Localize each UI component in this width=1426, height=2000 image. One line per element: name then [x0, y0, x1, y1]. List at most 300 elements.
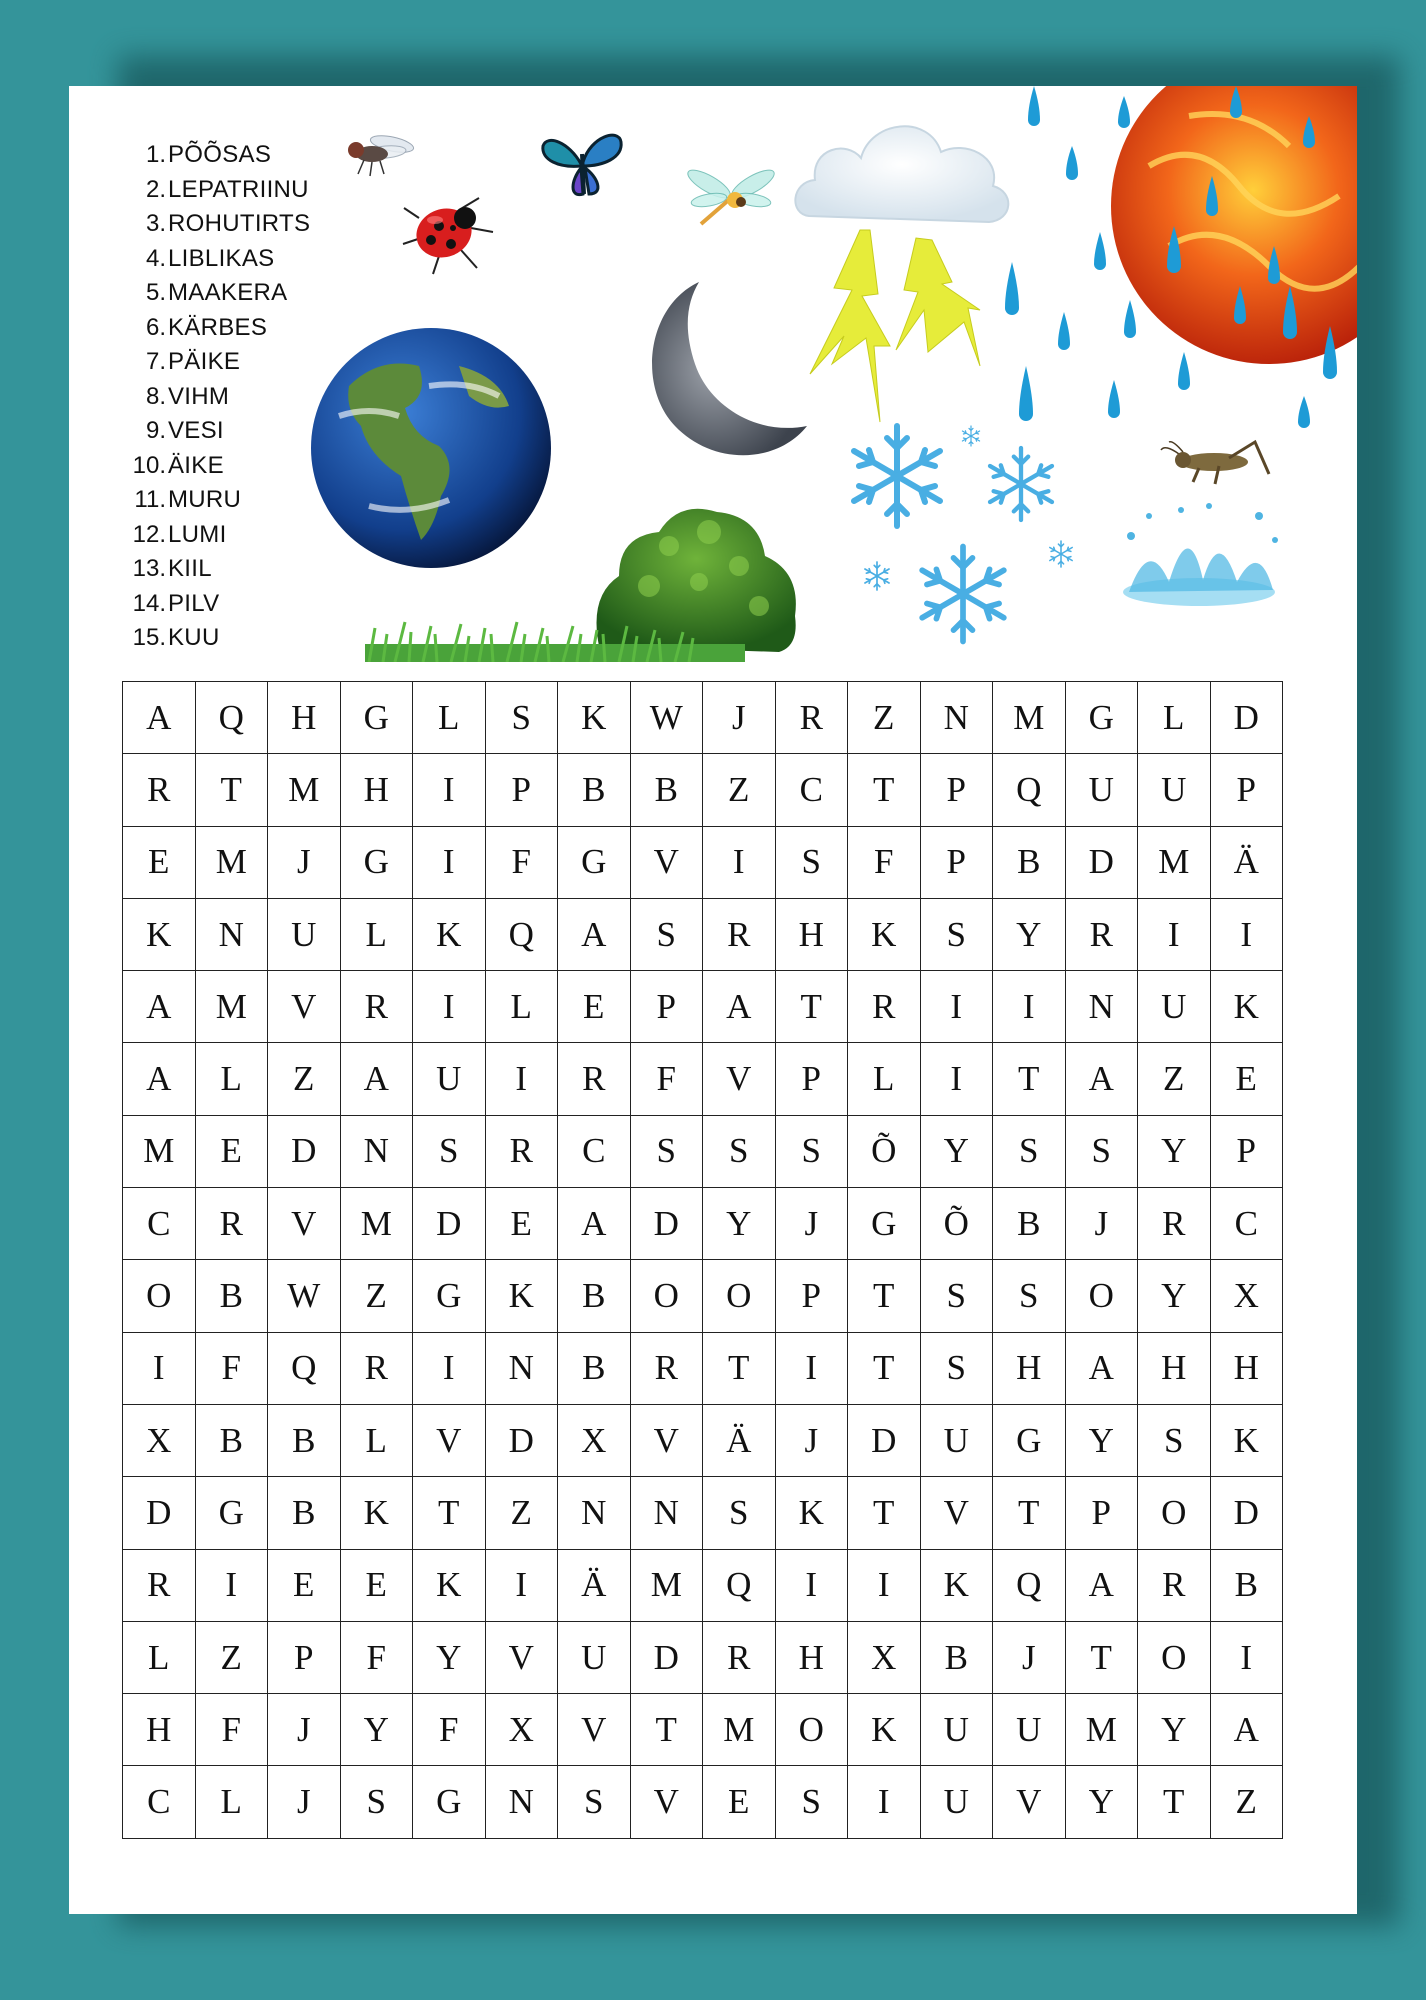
- grid-cell[interactable]: U: [1138, 971, 1211, 1043]
- word-text: KÄRBES: [168, 313, 268, 341]
- grid-cell[interactable]: S: [920, 1332, 993, 1404]
- grid-cell[interactable]: P: [268, 1621, 341, 1693]
- grid-cell[interactable]: S: [485, 682, 558, 754]
- grid-row: [123, 1043, 1283, 1115]
- grid-cell[interactable]: V: [485, 1621, 558, 1693]
- grid-cell[interactable]: D: [848, 1404, 921, 1476]
- grid-cell[interactable]: N: [485, 1332, 558, 1404]
- grid-cell[interactable]: V: [413, 1404, 486, 1476]
- grid-row: [123, 1115, 1283, 1187]
- grid-cell[interactable]: H: [340, 754, 413, 826]
- grid-row: [123, 898, 1283, 970]
- grid-cell[interactable]: J: [268, 1766, 341, 1838]
- grid-cell[interactable]: R: [703, 898, 776, 970]
- grid-cell[interactable]: R: [775, 682, 848, 754]
- grid-cell[interactable]: Z: [848, 682, 921, 754]
- grid-cell[interactable]: P: [775, 1260, 848, 1332]
- grid-cell[interactable]: Q: [195, 682, 268, 754]
- grid-cell[interactable]: S: [920, 898, 993, 970]
- grid-cell[interactable]: G: [340, 682, 413, 754]
- grid-cell[interactable]: Q: [268, 1332, 341, 1404]
- grid-cell[interactable]: U: [558, 1621, 631, 1693]
- grid-cell[interactable]: D: [630, 1621, 703, 1693]
- grid-cell[interactable]: G: [558, 826, 631, 898]
- grid-cell[interactable]: T: [848, 1477, 921, 1549]
- grid-cell[interactable]: V: [630, 1404, 703, 1476]
- grid-cell[interactable]: M: [703, 1694, 776, 1766]
- grid-cell[interactable]: J: [1065, 1188, 1138, 1260]
- grid-cell[interactable]: J: [268, 1694, 341, 1766]
- grid-cell[interactable]: R: [195, 1188, 268, 1260]
- grid-cell[interactable]: R: [123, 754, 196, 826]
- word-list-item: [124, 207, 310, 242]
- grid-cell[interactable]: M: [1065, 1694, 1138, 1766]
- grid-cell[interactable]: X: [558, 1404, 631, 1476]
- grid-cell[interactable]: B: [558, 1260, 631, 1332]
- grid-cell[interactable]: I: [775, 1549, 848, 1621]
- grid-cell[interactable]: I: [485, 1043, 558, 1115]
- grid-cell[interactable]: Y: [1138, 1694, 1211, 1766]
- grid-cell[interactable]: N: [630, 1477, 703, 1549]
- grid-cell[interactable]: U: [1138, 754, 1211, 826]
- grid-cell[interactable]: U: [1065, 754, 1138, 826]
- grid-cell[interactable]: C: [1210, 1188, 1283, 1260]
- grid-cell[interactable]: A: [558, 898, 631, 970]
- grid-cell[interactable]: I: [413, 754, 486, 826]
- word-list-item: [124, 483, 310, 518]
- grid-cell[interactable]: P: [630, 971, 703, 1043]
- grid-cell[interactable]: F: [340, 1621, 413, 1693]
- word-list-item: [124, 242, 310, 277]
- grid-cell[interactable]: D: [485, 1404, 558, 1476]
- grid-cell[interactable]: E: [195, 1115, 268, 1187]
- grid-cell[interactable]: R: [1138, 1188, 1211, 1260]
- grid-cell[interactable]: A: [1065, 1332, 1138, 1404]
- grid-cell[interactable]: N: [340, 1115, 413, 1187]
- grid-cell[interactable]: L: [195, 1043, 268, 1115]
- grid-cell[interactable]: T: [1138, 1766, 1211, 1838]
- grid-cell[interactable]: Õ: [848, 1115, 921, 1187]
- grid-cell[interactable]: L: [340, 1404, 413, 1476]
- grid-cell[interactable]: L: [413, 682, 486, 754]
- grid-cell[interactable]: D: [1210, 1477, 1283, 1549]
- grid-cell[interactable]: Q: [993, 1549, 1066, 1621]
- grid-cell[interactable]: R: [1065, 898, 1138, 970]
- grid-cell[interactable]: R: [123, 1549, 196, 1621]
- grid-cell[interactable]: O: [703, 1260, 776, 1332]
- grid-cell[interactable]: V: [630, 1766, 703, 1838]
- grid-cell[interactable]: Q: [485, 898, 558, 970]
- grid-cell[interactable]: Z: [485, 1477, 558, 1549]
- grid-row: [123, 1766, 1283, 1838]
- moon-icon: [617, 276, 817, 476]
- grid-cell[interactable]: V: [920, 1477, 993, 1549]
- grid-cell[interactable]: R: [848, 971, 921, 1043]
- grid-cell[interactable]: H: [993, 1332, 1066, 1404]
- grid-cell[interactable]: D: [413, 1188, 486, 1260]
- grid-cell[interactable]: N: [558, 1477, 631, 1549]
- grid-cell[interactable]: U: [920, 1694, 993, 1766]
- grid-cell[interactable]: G: [993, 1404, 1066, 1476]
- water-splash-icon: [1109, 496, 1289, 616]
- grid-cell[interactable]: Z: [1210, 1766, 1283, 1838]
- grid-cell[interactable]: H: [123, 1694, 196, 1766]
- grid-cell[interactable]: I: [848, 1549, 921, 1621]
- grid-cell[interactable]: Ä: [703, 1404, 776, 1476]
- grid-cell[interactable]: A: [1065, 1043, 1138, 1115]
- grid-cell[interactable]: O: [123, 1260, 196, 1332]
- grid-cell[interactable]: Y: [1065, 1766, 1138, 1838]
- grid-cell[interactable]: B: [268, 1404, 341, 1476]
- grid-cell[interactable]: P: [1065, 1477, 1138, 1549]
- grid-cell[interactable]: Y: [413, 1621, 486, 1693]
- grid-cell[interactable]: Q: [993, 754, 1066, 826]
- grid-cell[interactable]: Y: [340, 1694, 413, 1766]
- grid-cell[interactable]: M: [993, 682, 1066, 754]
- grid-cell[interactable]: H: [1138, 1332, 1211, 1404]
- grid-cell[interactable]: L: [195, 1766, 268, 1838]
- grid-cell[interactable]: V: [558, 1694, 631, 1766]
- grid-row: [123, 1549, 1283, 1621]
- grid-cell[interactable]: K: [848, 1694, 921, 1766]
- grid-cell[interactable]: G: [413, 1766, 486, 1838]
- grid-cell[interactable]: O: [775, 1694, 848, 1766]
- grid-cell[interactable]: A: [558, 1188, 631, 1260]
- grid-cell[interactable]: A: [1210, 1694, 1283, 1766]
- grid-cell[interactable]: E: [558, 971, 631, 1043]
- word-text: PÕÕSAS: [168, 141, 272, 168]
- grid-cell[interactable]: Õ: [920, 1188, 993, 1260]
- grid-cell[interactable]: T: [848, 1260, 921, 1332]
- grid-cell[interactable]: H: [268, 682, 341, 754]
- grid-cell[interactable]: V: [703, 1043, 776, 1115]
- grid-row: [123, 826, 1283, 898]
- grid-cell[interactable]: I: [775, 1332, 848, 1404]
- grid-cell[interactable]: E: [123, 826, 196, 898]
- grid-cell[interactable]: J: [268, 826, 341, 898]
- grid-cell[interactable]: D: [123, 1477, 196, 1549]
- grid-cell[interactable]: S: [703, 1115, 776, 1187]
- grid-cell[interactable]: M: [195, 826, 268, 898]
- grid-cell[interactable]: E: [485, 1188, 558, 1260]
- grid-cell[interactable]: N: [485, 1766, 558, 1838]
- grid-cell[interactable]: S: [558, 1766, 631, 1838]
- grid-cell[interactable]: Z: [268, 1043, 341, 1115]
- grid-cell[interactable]: T: [775, 971, 848, 1043]
- grid-cell[interactable]: W: [268, 1260, 341, 1332]
- grid-cell[interactable]: B: [195, 1404, 268, 1476]
- grid-cell[interactable]: L: [340, 898, 413, 970]
- grid-cell[interactable]: B: [195, 1260, 268, 1332]
- word-list-item: [124, 311, 310, 346]
- grid-cell[interactable]: N: [1065, 971, 1138, 1043]
- grid-cell[interactable]: U: [268, 898, 341, 970]
- grid-cell[interactable]: C: [123, 1766, 196, 1838]
- grid-cell[interactable]: D: [630, 1188, 703, 1260]
- grid-cell[interactable]: S: [1138, 1404, 1211, 1476]
- grid-cell[interactable]: S: [630, 1115, 703, 1187]
- grid-cell[interactable]: S: [993, 1115, 1066, 1187]
- grid-cell[interactable]: Z: [1138, 1043, 1211, 1115]
- grid-cell[interactable]: V: [993, 1766, 1066, 1838]
- grid-cell[interactable]: S: [413, 1115, 486, 1187]
- grid-cell[interactable]: E: [340, 1549, 413, 1621]
- grid-cell[interactable]: I: [413, 826, 486, 898]
- grid-cell[interactable]: D: [268, 1115, 341, 1187]
- grid-cell[interactable]: B: [993, 1188, 1066, 1260]
- grid-cell[interactable]: A: [703, 971, 776, 1043]
- grid-row: [123, 971, 1283, 1043]
- grid-cell[interactable]: K: [558, 682, 631, 754]
- grid-cell[interactable]: I: [123, 1332, 196, 1404]
- grid-cell[interactable]: P: [1210, 754, 1283, 826]
- grid-cell[interactable]: Y: [1065, 1404, 1138, 1476]
- grid-cell[interactable]: Y: [993, 898, 1066, 970]
- grid-cell[interactable]: T: [848, 754, 921, 826]
- grid-cell[interactable]: B: [630, 754, 703, 826]
- grid-cell[interactable]: I: [848, 1766, 921, 1838]
- grid-cell[interactable]: K: [1210, 1404, 1283, 1476]
- grid-cell[interactable]: O: [1138, 1621, 1211, 1693]
- word-text: MAAKERA: [168, 279, 288, 306]
- grid-cell[interactable]: L: [485, 971, 558, 1043]
- grid-cell[interactable]: S: [703, 1477, 776, 1549]
- grid-cell[interactable]: I: [703, 826, 776, 898]
- grid-cell[interactable]: O: [1065, 1260, 1138, 1332]
- grid-cell[interactable]: T: [630, 1694, 703, 1766]
- grid-cell[interactable]: R: [340, 971, 413, 1043]
- word-number: 13.: [132, 555, 166, 582]
- ladybug-icon: [399, 188, 499, 278]
- grid-cell[interactable]: I: [1138, 898, 1211, 970]
- grid-cell[interactable]: K: [775, 1477, 848, 1549]
- grid-cell[interactable]: I: [993, 971, 1066, 1043]
- grid-cell[interactable]: T: [1065, 1621, 1138, 1693]
- grid-cell[interactable]: G: [848, 1188, 921, 1260]
- grid-cell[interactable]: C: [558, 1115, 631, 1187]
- grid-cell[interactable]: G: [195, 1477, 268, 1549]
- grid-cell[interactable]: T: [993, 1477, 1066, 1549]
- grid-cell[interactable]: S: [775, 1115, 848, 1187]
- grid-cell[interactable]: C: [775, 754, 848, 826]
- grid-cell[interactable]: K: [485, 1260, 558, 1332]
- grid-cell[interactable]: A: [1065, 1549, 1138, 1621]
- grid-cell[interactable]: P: [485, 754, 558, 826]
- grid-cell[interactable]: L: [123, 1621, 196, 1693]
- grid-cell[interactable]: D: [1210, 682, 1283, 754]
- grid-cell[interactable]: G: [340, 826, 413, 898]
- grid-cell[interactable]: B: [268, 1477, 341, 1549]
- grid-cell[interactable]: M: [195, 971, 268, 1043]
- word-text: PÄIKE: [168, 348, 241, 375]
- grid-cell[interactable]: F: [485, 826, 558, 898]
- grid-cell[interactable]: S: [775, 1766, 848, 1838]
- grid-cell[interactable]: M: [123, 1115, 196, 1187]
- grid-cell[interactable]: E: [1210, 1043, 1283, 1115]
- grid-cell[interactable]: S: [630, 898, 703, 970]
- grid-cell[interactable]: S: [775, 826, 848, 898]
- grid-cell[interactable]: B: [920, 1621, 993, 1693]
- grid-cell[interactable]: G: [1065, 682, 1138, 754]
- word-list-item: [124, 173, 310, 208]
- grid-cell[interactable]: P: [920, 826, 993, 898]
- grid-cell[interactable]: X: [485, 1694, 558, 1766]
- grid-cell[interactable]: K: [413, 898, 486, 970]
- grid-cell[interactable]: L: [1138, 682, 1211, 754]
- grid-cell[interactable]: P: [920, 754, 993, 826]
- word-list-item: [124, 449, 310, 484]
- grid-cell[interactable]: S: [920, 1260, 993, 1332]
- grid-cell[interactable]: Y: [1138, 1115, 1211, 1187]
- grass-icon: [365, 604, 745, 662]
- grid-cell[interactable]: S: [993, 1260, 1066, 1332]
- grid-cell[interactable]: S: [340, 1766, 413, 1838]
- grid-cell[interactable]: Y: [920, 1115, 993, 1187]
- dragonfly-icon: [681, 164, 781, 236]
- grid-cell[interactable]: X: [123, 1404, 196, 1476]
- grasshopper-icon: [1159, 436, 1279, 496]
- grid-cell[interactable]: K: [920, 1549, 993, 1621]
- worksheet-page: [69, 86, 1357, 1914]
- word-list-item: [124, 621, 310, 656]
- grid-cell[interactable]: C: [123, 1188, 196, 1260]
- grid-cell[interactable]: J: [775, 1188, 848, 1260]
- word-list-item: [124, 276, 310, 311]
- grid-cell[interactable]: K: [413, 1549, 486, 1621]
- word-number: 5.: [145, 279, 166, 306]
- grid-cell[interactable]: J: [775, 1404, 848, 1476]
- grid-cell[interactable]: T: [413, 1477, 486, 1549]
- grid-cell[interactable]: I: [413, 971, 486, 1043]
- grid-cell[interactable]: E: [268, 1549, 341, 1621]
- grid-cell[interactable]: I: [195, 1549, 268, 1621]
- grid-cell[interactable]: T: [703, 1332, 776, 1404]
- grid-cell[interactable]: A: [123, 682, 196, 754]
- word-text: LIBLIKAS: [168, 244, 275, 272]
- grid-cell[interactable]: F: [630, 1043, 703, 1115]
- grid-cell[interactable]: F: [413, 1694, 486, 1766]
- grid-cell[interactable]: H: [775, 1621, 848, 1693]
- grid-cell[interactable]: R: [630, 1332, 703, 1404]
- grid-cell[interactable]: S: [1065, 1115, 1138, 1187]
- grid-cell[interactable]: T: [848, 1332, 921, 1404]
- grid-cell[interactable]: G: [413, 1260, 486, 1332]
- grid-cell[interactable]: H: [1210, 1332, 1283, 1404]
- word-list: [124, 138, 310, 656]
- grid-cell[interactable]: H: [775, 898, 848, 970]
- grid-cell[interactable]: L: [848, 1043, 921, 1115]
- grid-cell[interactable]: M: [340, 1188, 413, 1260]
- grid-cell[interactable]: B: [558, 1332, 631, 1404]
- grid-cell[interactable]: K: [123, 898, 196, 970]
- grid-cell[interactable]: I: [920, 971, 993, 1043]
- grid-cell[interactable]: I: [920, 1043, 993, 1115]
- grid-cell[interactable]: N: [920, 682, 993, 754]
- grid-cell[interactable]: M: [1138, 826, 1211, 898]
- grid-cell[interactable]: Q: [703, 1549, 776, 1621]
- grid-cell[interactable]: A: [123, 1043, 196, 1115]
- grid-cell[interactable]: V: [268, 971, 341, 1043]
- grid-cell[interactable]: X: [1210, 1260, 1283, 1332]
- grid-row: [123, 1260, 1283, 1332]
- word-list-item: [124, 414, 310, 449]
- grid-cell[interactable]: R: [703, 1621, 776, 1693]
- word-text: ROHUTIRTS: [168, 210, 311, 237]
- grid-cell[interactable]: I: [485, 1549, 558, 1621]
- grid-cell[interactable]: R: [1138, 1549, 1211, 1621]
- grid-cell[interactable]: B: [558, 754, 631, 826]
- word-list-item: [124, 552, 310, 587]
- grid-cell[interactable]: I: [1210, 1621, 1283, 1693]
- grid-cell[interactable]: E: [703, 1766, 776, 1838]
- grid-cell[interactable]: V: [268, 1188, 341, 1260]
- grid-cell[interactable]: U: [413, 1043, 486, 1115]
- grid-cell[interactable]: Z: [195, 1621, 268, 1693]
- grid-cell[interactable]: U: [920, 1404, 993, 1476]
- grid-cell[interactable]: R: [558, 1043, 631, 1115]
- word-list-item: [124, 380, 310, 415]
- grid-cell[interactable]: B: [993, 826, 1066, 898]
- grid-cell[interactable]: J: [703, 682, 776, 754]
- grid-cell[interactable]: K: [1210, 971, 1283, 1043]
- grid-cell[interactable]: R: [485, 1115, 558, 1187]
- grid-cell[interactable]: U: [993, 1694, 1066, 1766]
- grid-cell[interactable]: Ä: [1210, 826, 1283, 898]
- grid-cell[interactable]: A: [340, 1043, 413, 1115]
- grid-cell[interactable]: F: [195, 1332, 268, 1404]
- grid-cell[interactable]: R: [340, 1332, 413, 1404]
- grid-cell[interactable]: T: [195, 754, 268, 826]
- grid-cell[interactable]: M: [268, 754, 341, 826]
- word-number: 15.: [132, 624, 166, 651]
- grid-cell[interactable]: O: [630, 1260, 703, 1332]
- grid-cell[interactable]: X: [848, 1621, 921, 1693]
- grid-cell[interactable]: N: [195, 898, 268, 970]
- word-list-item: [124, 345, 310, 380]
- grid-cell[interactable]: A: [123, 971, 196, 1043]
- word-list-item: [124, 518, 310, 553]
- grid-cell[interactable]: Ä: [558, 1549, 631, 1621]
- grid-cell[interactable]: Y: [703, 1188, 776, 1260]
- lightning-icon: [804, 226, 1014, 436]
- grid-cell[interactable]: Z: [340, 1260, 413, 1332]
- grid-cell[interactable]: M: [630, 1549, 703, 1621]
- word-number: 10.: [132, 451, 166, 479]
- word-number: 8.: [145, 382, 166, 410]
- grid-cell[interactable]: I: [413, 1332, 486, 1404]
- grid-cell[interactable]: B: [1210, 1549, 1283, 1621]
- grid-cell[interactable]: D: [1065, 826, 1138, 898]
- grid-cell[interactable]: F: [195, 1694, 268, 1766]
- grid-cell[interactable]: P: [1210, 1115, 1283, 1187]
- grid-cell[interactable]: T: [993, 1043, 1066, 1115]
- grid-cell[interactable]: J: [993, 1621, 1066, 1693]
- word-text: KUU: [168, 624, 220, 651]
- grid-cell[interactable]: F: [848, 826, 921, 898]
- grid-cell[interactable]: O: [1138, 1477, 1211, 1549]
- grid-cell[interactable]: K: [848, 898, 921, 970]
- grid-cell[interactable]: Z: [703, 754, 776, 826]
- grid-cell[interactable]: K: [340, 1477, 413, 1549]
- grid-cell[interactable]: P: [775, 1043, 848, 1115]
- grid-cell[interactable]: W: [630, 682, 703, 754]
- word-number: 2.: [145, 175, 166, 203]
- grid-cell[interactable]: Y: [1138, 1260, 1211, 1332]
- grid-cell[interactable]: U: [920, 1766, 993, 1838]
- word-list-item: [124, 138, 310, 173]
- grid-cell[interactable]: I: [1210, 898, 1283, 970]
- grid-cell[interactable]: V: [630, 826, 703, 898]
